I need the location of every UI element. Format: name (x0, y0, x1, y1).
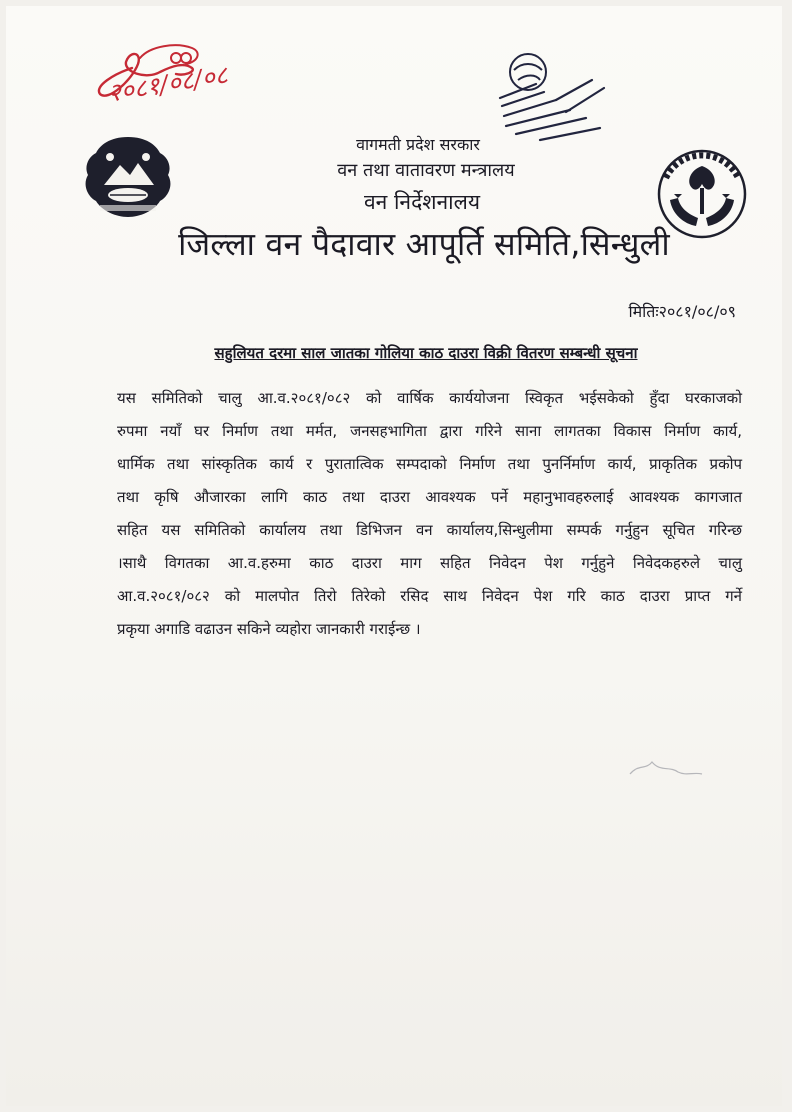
body-line: यस समितिको चालु आ.व.२०८१/०८२ को वार्षिक कार्ययोजना स्विकृत भईसकेको हुँदा घरकाजको (117, 389, 742, 407)
province-government: वागमती प्रदेश सरकार (356, 135, 480, 154)
pen-scribble (626, 752, 706, 792)
handwritten-date: २०८१/०८/०८ (105, 60, 230, 108)
directorate-name: वन निर्देशनालय (363, 190, 481, 214)
notice-date: मितिः२०८१/०८/०९ (628, 302, 736, 321)
body-line: रुपमा नयाँ घर निर्माण तथा मर्मत, जनसहभागिता द्वारा गरिने साना लागतका विकास निर्माण कार्य, (117, 422, 742, 440)
body-line: धार्मिक तथा सांस्कृतिक कार्य र पुरातात्विक सम्पदाको निर्माण तथा पुनर्निर्माण कार्य, प्राकृतिक प्रकोप (117, 455, 742, 473)
notice-subject: सहुलियत दरमा साल जातका गोलिया काठ दाउरा विक्री वितरण सम्बन्धी सूचना (214, 344, 638, 362)
body-line: सहित यस समितिको कार्यालय तथा डिभिजन वन कार्यालय,सिन्धुलीमा सम्पर्क गर्नुहुन सूचित गरिन्छ (117, 521, 742, 539)
ministry-name: वन तथा वातावरण मन्त्रालय (337, 160, 515, 181)
body-line: आ.व.२०८१/०८२ को मालपोत तिरो तिरेको रसिद साथ निवेदन पेश गरि काठ दाउरा प्राप्त गर्ने (117, 587, 742, 605)
body-line: ।साथै विगतका आ.व.हरुमा काठ दाउरा माग सहित निवेदन पेश गर्नुहुने निवेदकहरुले चालु (117, 554, 742, 572)
committee-name: जिल्ला वन पैदावार आपूर्ति समिति,सिन्धुली (178, 225, 670, 263)
body-line: प्रकृया अगाडि वढाउन सकिने व्यहोरा जानकारी गराईन्छ । (117, 620, 421, 638)
body-line: तथा कृषि औजारका लागि काठ तथा दाउरा आवश्यक पर्ने महानुभावहरुलाई आवश्यक कागजात (117, 488, 742, 506)
